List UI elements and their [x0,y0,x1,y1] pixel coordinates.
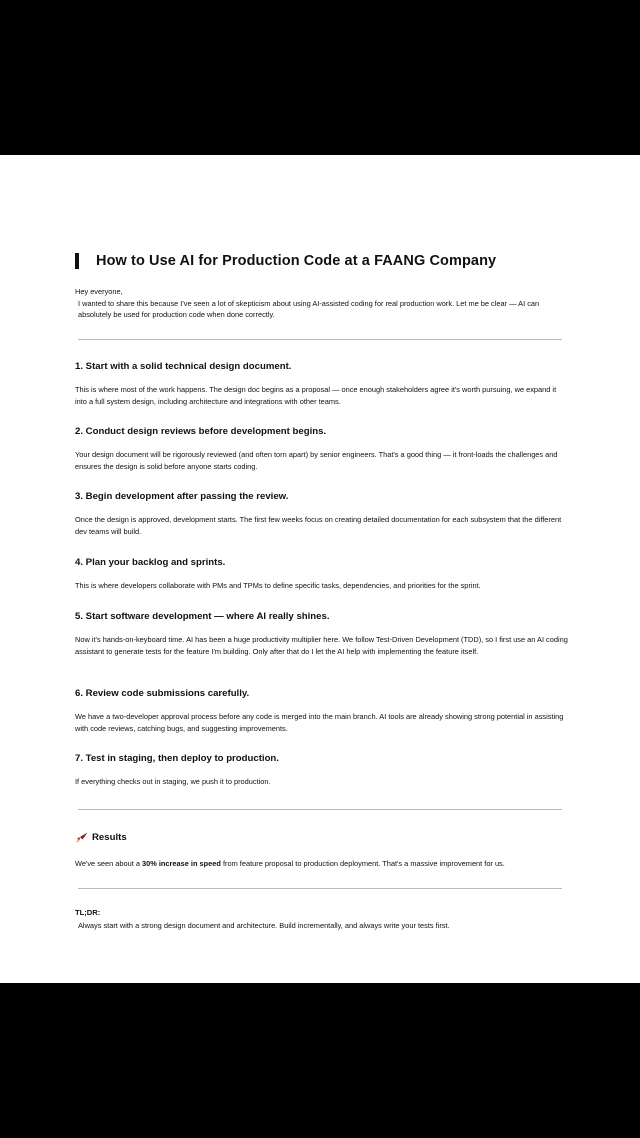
section-body: Your design document will be rigorously reviewed (and often torn apart) by senior engineers. That's a good thing — it front-loads the challenges and ensures the design is solid before anyone starts coding. [75,450,558,471]
results-text-before: We've seen about a [75,859,143,868]
section-body: If everything checks out in staging, we push it to production. [75,777,271,786]
section-body: Now it's hands-on-keyboard time. AI has been a huge productivity multiplier here. We follow Test-Driven Development (TDD), so I first use an AI coding assistant to generate tests for the feature I'm building. Only after that do I let the AI help with implementing the feature itself. [75,635,568,656]
results-heading-row [75,832,127,843]
results-body [75,858,570,870]
divider [78,809,562,810]
section-body: This is where developers collaborate with PMs and TPMs to define specific tasks, dependencies, and priorities for the sprint. [75,581,481,590]
section-body: We have a two-developer approval process before any code is merged into the main branch. AI tools are already showing strong potential in assisting with code reviews, catching bugs, and suggesting improvements. [75,712,564,733]
section-4 [75,557,570,592]
section-heading: 4. Plan your backlog and sprints. [75,557,226,568]
section-2 [75,426,570,472]
section-6 [75,688,570,734]
greeting: Hey everyone, [75,287,123,296]
results-heading: Results [92,832,127,843]
results-highlight: 30% increase in speed [142,859,221,868]
page-title: How to Use AI for Production Code at a FAANG Company [96,253,497,269]
section-heading: 2. Conduct design reviews before development begins. [75,426,327,437]
tldr-body: Always start with a strong design document and architecture. Build incrementally, and always write your tests first. [78,921,450,930]
section-7 [75,753,570,788]
section-3 [75,491,570,537]
rocket-icon [75,832,88,843]
section-heading: 7. Test in staging, then deploy to production. [75,753,279,764]
section-heading: 5. Start software development — where AI really shines. [75,611,330,622]
title-accent-bar [75,253,79,269]
section-body: Once the design is approved, development starts. The first few weeks focus on creating detailed documentation for each subsystem that the different dev teams will build. [75,515,562,536]
section-heading: 6. Review code submissions carefully. [75,688,250,699]
section-5 [75,611,570,657]
section-body: This is where most of the work happens. The design doc begins as a proposal — once enough stakeholders agree it's worth pursuing, we expand it into a full system design, including architecture and integrations with other teams. [75,385,557,406]
divider [78,339,562,340]
document-page [0,155,640,983]
section-heading: 3. Begin development after passing the review. [75,491,289,502]
divider [78,888,562,889]
intro-text: I wanted to share this because I've seen a lot of skepticism about using AI-assisted coding for real production work. Let me be clear — AI can absolutely be used for production code when done correctly. [78,298,540,319]
title-row [75,253,496,269]
tldr-label: TL;DR: [75,908,101,917]
intro [75,286,570,321]
results-text-after: from feature proposal to production deployment. That's a massive improvement for us. [220,859,505,868]
section-heading: 1. Start with a solid technical design document. [75,361,292,372]
section-1 [75,361,570,407]
